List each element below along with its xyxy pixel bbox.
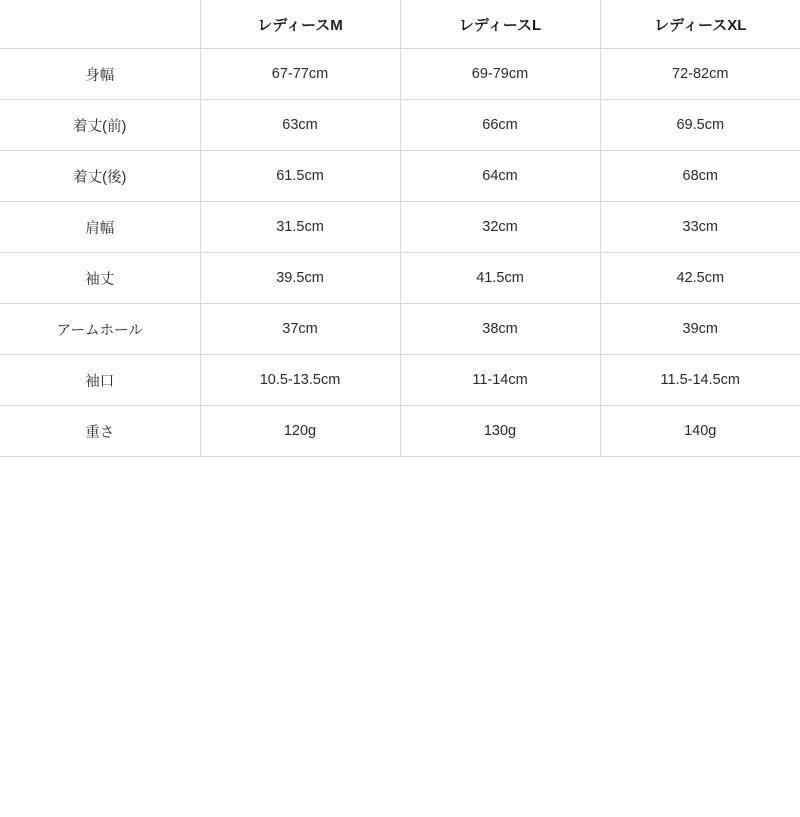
row-label-weight: 重さ (0, 406, 200, 457)
cell-body-width-xl: 72-82cm (600, 49, 800, 100)
cell-sleeve-length-xl: 42.5cm (600, 253, 800, 304)
column-header-ladies-m: レディースM (200, 0, 400, 49)
cell-body-width-l: 69-79cm (400, 49, 600, 100)
cell-length-back-m: 61.5cm (200, 151, 400, 202)
cell-armhole-l: 38cm (400, 304, 600, 355)
column-header-ladies-xl: レディースXL (600, 0, 800, 49)
cell-length-front-l: 66cm (400, 100, 600, 151)
cell-weight-l: 130g (400, 406, 600, 457)
cell-length-back-l: 64cm (400, 151, 600, 202)
cell-armhole-m: 37cm (200, 304, 400, 355)
table-row (0, 151, 800, 202)
row-label-cuff: 袖口 (0, 355, 200, 406)
table-row (0, 253, 800, 304)
cell-length-front-m: 63cm (200, 100, 400, 151)
cell-cuff-m: 10.5-13.5cm (200, 355, 400, 406)
table-row (0, 406, 800, 457)
cell-shoulder-width-xl: 33cm (600, 202, 800, 253)
bottom-whitespace (0, 457, 800, 817)
cell-shoulder-width-m: 31.5cm (200, 202, 400, 253)
row-label-armhole: アームホール (0, 304, 200, 355)
row-label-shoulder-width: 肩幅 (0, 202, 200, 253)
cell-length-back-xl: 68cm (600, 151, 800, 202)
cell-sleeve-length-m: 39.5cm (200, 253, 400, 304)
table-row (0, 202, 800, 253)
cell-body-width-m: 67-77cm (200, 49, 400, 100)
cell-shoulder-width-l: 32cm (400, 202, 600, 253)
row-label-body-width: 身幅 (0, 49, 200, 100)
cell-armhole-xl: 39cm (600, 304, 800, 355)
table-body (0, 49, 800, 457)
cell-length-front-xl: 69.5cm (600, 100, 800, 151)
table-corner-cell (0, 0, 200, 49)
table-row (0, 100, 800, 151)
table-row (0, 49, 800, 100)
row-label-length-front: 着丈(前) (0, 100, 200, 151)
table-header (0, 0, 800, 49)
row-label-sleeve-length: 袖丈 (0, 253, 200, 304)
table-header-row (0, 0, 800, 49)
table-row (0, 304, 800, 355)
cell-sleeve-length-l: 41.5cm (400, 253, 600, 304)
cell-cuff-xl: 11.5-14.5cm (600, 355, 800, 406)
row-label-length-back: 着丈(後) (0, 151, 200, 202)
cell-weight-m: 120g (200, 406, 400, 457)
column-header-ladies-l: レディースL (400, 0, 600, 49)
table-row (0, 355, 800, 406)
cell-weight-xl: 140g (600, 406, 800, 457)
cell-cuff-l: 11-14cm (400, 355, 600, 406)
